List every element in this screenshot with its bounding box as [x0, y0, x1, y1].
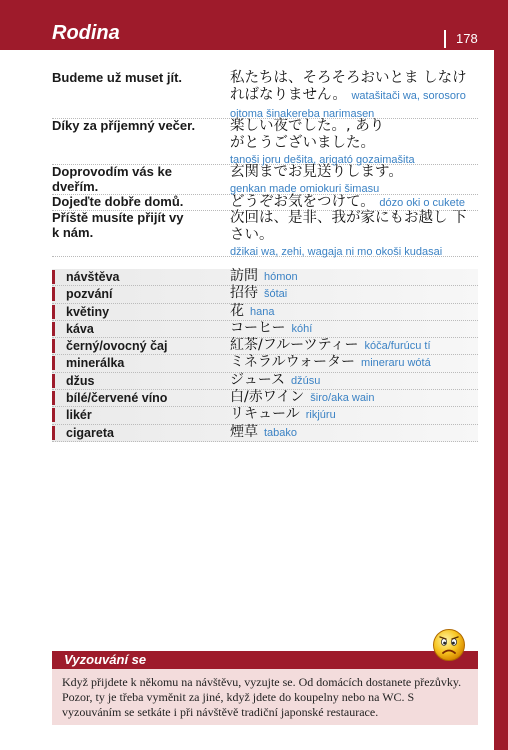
vocab-czech: káva	[66, 321, 94, 336]
page-title: Rodina	[52, 22, 120, 44]
vocab-transcription: hana	[250, 305, 275, 318]
vocab-czech: minerálka	[66, 356, 125, 371]
phrase-row	[52, 210, 478, 257]
vocab-czech: květiny	[66, 304, 110, 319]
accent-bar	[52, 374, 55, 388]
vocab-transcription: tabako	[264, 426, 298, 439]
accent-bar	[52, 270, 55, 284]
vocab-transcription: širo/aka wain	[310, 392, 375, 405]
vocab-row	[52, 286, 478, 303]
page-edge-band	[494, 0, 508, 750]
vocabulary-list	[52, 269, 478, 442]
phrase-czech: Budeme už muset jít.	[52, 70, 183, 85]
accent-bar	[52, 305, 55, 319]
vocab-transcription: kóhí	[291, 322, 313, 335]
vocab-japanese: 紅茶/フルーツティー kóča/furúcu tí	[230, 337, 431, 354]
vocab-row	[52, 390, 478, 407]
vocab-row	[52, 338, 478, 355]
vocab-row	[52, 407, 478, 424]
vocab-japanese: 煙草 tabako	[230, 423, 298, 440]
vocab-japanese: 白/赤ワイン širo/aka wain	[230, 389, 375, 406]
accent-bar	[52, 322, 55, 336]
vocab-japanese: リキュール rikjúru	[230, 406, 336, 423]
phrase-transcription: dózo oki o cukete	[379, 197, 465, 209]
frowning-face-icon	[432, 628, 466, 662]
vocab-czech: černý/ovocný čaj	[66, 339, 168, 354]
phrase-row	[52, 164, 478, 195]
phrase-japanese: 次回は、是非、我が家にもお越し 下さい。 džikai wa, zehi, wagaja ni mo okoši kudasai	[230, 210, 470, 261]
phrase-transcription: tanoši joru dešita, arigató gozaimašita	[230, 154, 415, 166]
accent-bar	[52, 339, 55, 353]
vocab-czech: likér	[66, 408, 92, 423]
vocab-japanese: 訪問 hómon	[230, 268, 298, 284]
phrase-japanese: 私たちは、そろそろおいとま しなければなりません。 watašitači wa, sorosoro oitoma šinakereba narimasen	[230, 70, 467, 120]
tip-text: Když přijdete k někomu na návštěvu, vyzujte se. Od domácích dostanete přezůvky. Pozor, ty je třeba vyměnit za jiné, když jdete do koupelny nebo na WC. S vyzouváním se setkáte i při návštěvě tradiční japonské restaurace.	[62, 675, 462, 719]
accent-bar	[52, 391, 55, 405]
phrase-czech: Díky za příjemný večer.	[52, 118, 196, 133]
vocab-row	[52, 355, 478, 372]
vocab-japanese: 招待 šótai	[230, 285, 288, 302]
vocab-japanese: コーヒー kóhí	[230, 319, 313, 336]
vocab-czech: cigareta	[66, 425, 114, 440]
vocab-row	[52, 304, 478, 321]
accent-bar	[52, 356, 55, 370]
header-divider	[444, 30, 446, 48]
accent-bar	[52, 426, 55, 440]
vocab-czech: návštěva	[66, 270, 120, 284]
vocab-japanese: 花 hana	[230, 302, 275, 319]
vocab-czech: pozvání	[66, 287, 113, 302]
phrase-transcription: watašitači wa, sorosoro oitoma šinakereba narimasen	[230, 90, 466, 120]
tip-title: Vyzouvání se	[52, 651, 478, 669]
vocab-transcription: kóča/furúcu tí	[364, 340, 431, 353]
vocab-row	[52, 321, 478, 338]
vocab-czech: džus	[66, 373, 95, 388]
phrase-czech: Příště musíte přijít vy k nám.	[52, 210, 184, 240]
vocab-transcription: šótai	[264, 288, 288, 301]
page-number: 178	[456, 31, 478, 46]
vocab-transcription: rikjúru	[305, 409, 336, 422]
vocab-czech: bílé/červené víno	[66, 391, 168, 406]
phrase-transcription: genkan made omiokuri šimasu	[230, 183, 380, 195]
phrase-czech: Doprovodím vás ke dveřím.	[52, 164, 172, 194]
vocab-transcription: džúsu	[291, 374, 321, 387]
vocab-row	[52, 269, 478, 286]
phrase-japanese: 楽しい夜でした。, ありがとうございました。 tanoši joru dešita, arigató gozaimašita	[230, 118, 390, 169]
accent-bar	[52, 408, 55, 422]
phrase-transcription: džikai wa, zehi, wagaja ni mo okoši kudasai	[230, 246, 443, 258]
vocab-japanese: ミネラルウォーター mineraru wótá	[230, 354, 431, 371]
phrase-row	[52, 194, 478, 211]
phrase-row	[52, 70, 478, 119]
phrase-row	[52, 118, 478, 165]
vocab-row	[52, 425, 478, 442]
phrase-czech: Dojeďte dobře domů.	[52, 194, 184, 209]
vocab-row	[52, 373, 478, 390]
page-header	[0, 0, 494, 50]
tip-box	[52, 651, 478, 725]
accent-bar	[52, 287, 55, 301]
vocab-transcription: hómon	[264, 271, 298, 283]
phrase-japanese: どうぞお気をつけて。 dózo oki o cukete	[230, 194, 465, 210]
vocab-transcription: mineraru wótá	[361, 357, 431, 370]
vocab-japanese: ジュース džúsu	[230, 371, 321, 388]
phrase-japanese: 玄関までお見送りします。 genkan made omiokuri šimasu	[230, 164, 478, 198]
